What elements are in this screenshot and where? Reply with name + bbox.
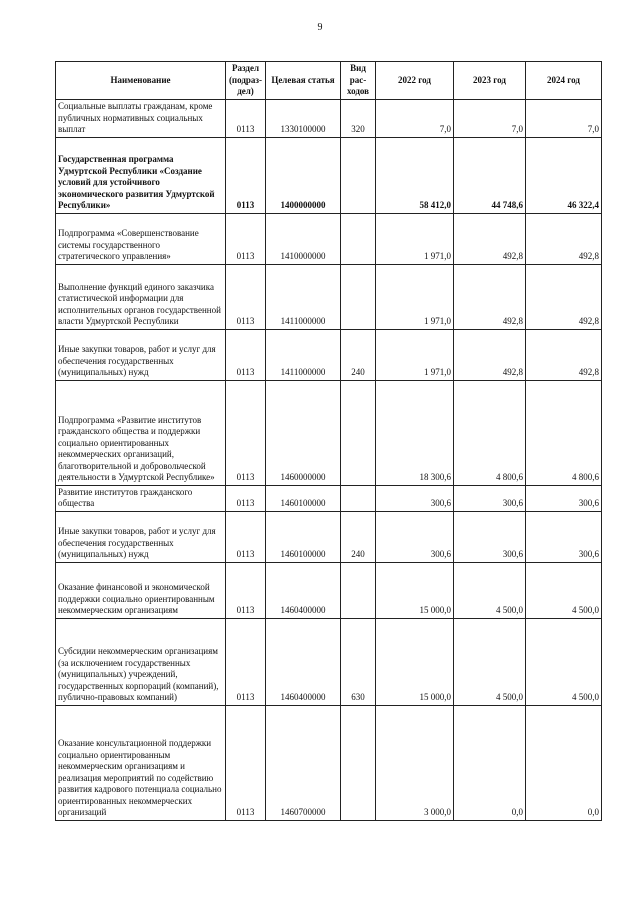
- row-value-2024: 0,0: [526, 705, 602, 820]
- row-section: 0113: [226, 485, 266, 511]
- row-value-2024: 4 500,0: [526, 562, 602, 618]
- table-row: [56, 511, 602, 562]
- row-value-2023: 4 500,0: [454, 562, 526, 618]
- row-target: 1411000000: [266, 329, 341, 380]
- row-value-2022: 1 971,0: [376, 329, 454, 380]
- header-2023: 2023 год: [454, 62, 526, 100]
- row-section: 0113: [226, 329, 266, 380]
- row-value-2023: 7,0: [454, 100, 526, 138]
- row-section: 0113: [226, 137, 266, 213]
- row-value-2024: 4 800,6: [526, 380, 602, 485]
- row-value-2024: 7,0: [526, 100, 602, 138]
- row-target: 1460700000: [266, 705, 341, 820]
- row-target: 1460000000: [266, 380, 341, 485]
- row-target: 1330100000: [266, 100, 341, 138]
- header-2022: 2022 год: [376, 62, 454, 100]
- row-type: [341, 137, 376, 213]
- row-type: [341, 380, 376, 485]
- row-type: 240: [341, 329, 376, 380]
- row-value-2023: 492,8: [454, 264, 526, 329]
- row-name: Оказание консультационной поддержки социально ориентированным некоммерческим организациям и реализация мероприятий по содействию развития кадрового потенциала социально ориентированных некоммерческих организаций: [56, 705, 226, 820]
- row-target: 1410000000: [266, 213, 341, 264]
- row-value-2024: 300,6: [526, 485, 602, 511]
- row-name: Субсидии некоммерческим организациям (за исключением государственных (муниципальных) учреждений, государственных корпораций (компаний), публично-правовых компаний): [56, 618, 226, 705]
- header-target: Целевая статья: [266, 62, 341, 100]
- row-value-2023: 0,0: [454, 705, 526, 820]
- row-name: Государственная программа Удмуртской Республики «Создание условий для устойчивого экономического развития Удмуртской Республики»: [56, 137, 226, 213]
- row-name: Социальные выплаты гражданам, кроме публичных нормативных социальных выплат: [56, 100, 226, 138]
- row-value-2024: 46 322,4: [526, 137, 602, 213]
- row-value-2022: 1 971,0: [376, 213, 454, 264]
- row-value-2023: 4 800,6: [454, 380, 526, 485]
- row-value-2022: 58 412,0: [376, 137, 454, 213]
- row-value-2024: 492,8: [526, 329, 602, 380]
- row-type: [341, 562, 376, 618]
- table-row: [56, 213, 602, 264]
- row-value-2024: 4 500,0: [526, 618, 602, 705]
- row-section: 0113: [226, 264, 266, 329]
- row-name: Иные закупки товаров, работ и услуг для обеспечения государственных (муниципальных) нужд: [56, 329, 226, 380]
- row-value-2022: 15 000,0: [376, 562, 454, 618]
- table-row: [56, 705, 602, 820]
- row-target: 1411000000: [266, 264, 341, 329]
- row-section: 0113: [226, 705, 266, 820]
- row-section: 0113: [226, 562, 266, 618]
- row-value-2022: 15 000,0: [376, 618, 454, 705]
- row-name: Выполнение функций единого заказчика статистической информации для исполнительных органов государственной власти Удмуртской Республики: [56, 264, 226, 329]
- row-value-2022: 300,6: [376, 511, 454, 562]
- row-type: 240: [341, 511, 376, 562]
- table-row: [56, 264, 602, 329]
- row-value-2023: 4 500,0: [454, 618, 526, 705]
- row-section: 0113: [226, 618, 266, 705]
- row-target: 1460100000: [266, 511, 341, 562]
- row-type: [341, 705, 376, 820]
- row-name: Развитие институтов гражданского общества: [56, 485, 226, 511]
- table-row: [56, 485, 602, 511]
- row-type: [341, 213, 376, 264]
- row-value-2022: 3 000,0: [376, 705, 454, 820]
- table-body: [56, 100, 602, 821]
- row-value-2024: 492,8: [526, 264, 602, 329]
- header-2024: 2024 год: [526, 62, 602, 100]
- row-target: 1460400000: [266, 562, 341, 618]
- budget-table: [55, 61, 602, 821]
- table-row: [56, 618, 602, 705]
- row-name: Оказание финансовой и экономической поддержки социально ориентированным некоммерческим организациям: [56, 562, 226, 618]
- row-value-2022: 7,0: [376, 100, 454, 138]
- header-row: [56, 62, 602, 100]
- row-section: 0113: [226, 511, 266, 562]
- table-row: [56, 380, 602, 485]
- row-value-2023: 300,6: [454, 511, 526, 562]
- page-number: 9: [317, 22, 323, 33]
- row-type: [341, 485, 376, 511]
- header-name: Наименование: [56, 62, 226, 100]
- table-row: [56, 329, 602, 380]
- row-name: Подпрограмма «Совершенствование системы государственного стратегического управления»: [56, 213, 226, 264]
- row-name: Иные закупки товаров, работ и услуг для обеспечения государственных (муниципальных) нужд: [56, 511, 226, 562]
- row-type: 630: [341, 618, 376, 705]
- table-row: [56, 137, 602, 213]
- row-type: [341, 264, 376, 329]
- row-type: 320: [341, 100, 376, 138]
- table-row: [56, 100, 602, 138]
- row-section: 0113: [226, 213, 266, 264]
- row-value-2023: 44 748,6: [454, 137, 526, 213]
- row-value-2023: 492,8: [454, 213, 526, 264]
- row-section: 0113: [226, 100, 266, 138]
- row-section: 0113: [226, 380, 266, 485]
- row-value-2022: 18 300,6: [376, 380, 454, 485]
- row-value-2022: 1 971,0: [376, 264, 454, 329]
- row-target: 1460100000: [266, 485, 341, 511]
- row-value-2023: 492,8: [454, 329, 526, 380]
- table-row: [56, 562, 602, 618]
- row-target: 1460400000: [266, 618, 341, 705]
- row-value-2023: 300,6: [454, 485, 526, 511]
- row-value-2022: 300,6: [376, 485, 454, 511]
- row-value-2024: 300,6: [526, 511, 602, 562]
- row-value-2024: 492,8: [526, 213, 602, 264]
- header-section: Раздел (подраз-дел): [226, 62, 266, 100]
- row-target: 1400000000: [266, 137, 341, 213]
- row-name: Подпрограмма «Развитие институтов гражданского общества и поддержки социально ориентированных некоммерческих организаций, благотворительной и добровольческой деятельности в Удмуртской Республике»: [56, 380, 226, 485]
- header-type: Вид рас-ходов: [341, 62, 376, 100]
